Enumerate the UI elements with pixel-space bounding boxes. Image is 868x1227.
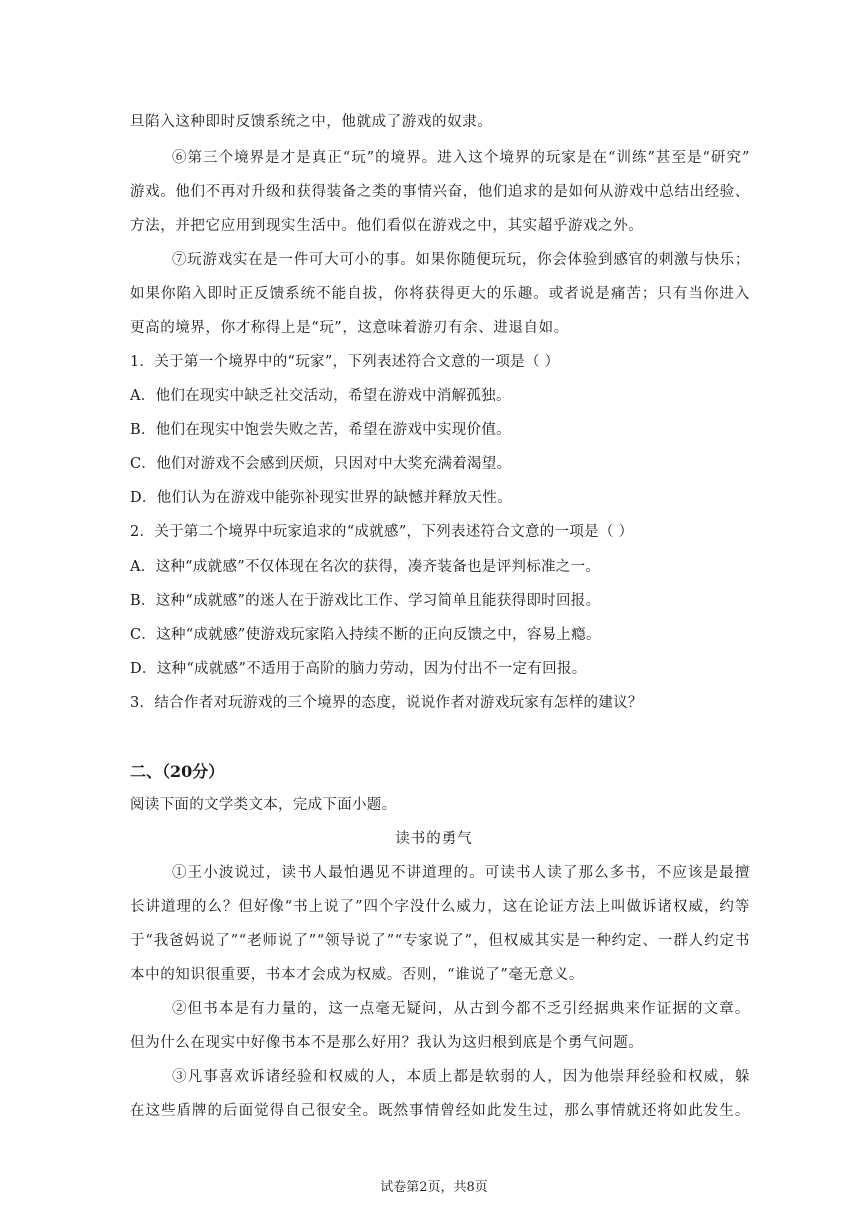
question-3: 3．结合作者对玩游戏的三个境界的态度，说说作者对游戏玩家有怎样的建议？ — [130, 695, 643, 711]
article-line: 但为什么在现实中好像书本不是那么好用？我认为这归根到底是个勇气问题。 — [130, 1035, 644, 1051]
question-1: 1．关于第一个境界中的“玩家”，下列表述符合文意的一项是（ ） — [130, 354, 560, 370]
passage-line: 旦陷入这种即时反馈系统之中，他就成了游戏的奴隶。 — [130, 114, 493, 130]
question-1-option-c: C．他们对游戏不会感到厌烦，只因对中大奖充满着渴望。 — [130, 456, 512, 472]
article-line: 本中的知识很重要，书本才会成为权威。否则，“谁说了”毫无意义。 — [130, 967, 584, 983]
passage-paragraph-6: ⑥第三个境界是才是真正“玩”的境界。进入这个境界的玩家是在“训练”甚至是“研究” — [172, 150, 750, 166]
question-1-option-a: A．他们在现实中缺乏社交活动，希望在游戏中消解孤独。 — [130, 388, 511, 404]
passage-line: 如果你陷入即时正反馈系统不能自拔，你将获得更大的乐趣。或者说是痛苦；只有当你进入 — [130, 286, 750, 302]
article-line: 于“我爸妈说了”“老师说了”“领导说了”“专家说了”，但权威其实是一种约定、一群人约定书 — [130, 933, 750, 949]
section-heading: 二、（20分） — [130, 762, 225, 781]
question-2-option-c: C．这种“成就感”使游戏玩家陷入持续不断的正向反馈之中，容易上瘾。 — [130, 627, 601, 643]
article-paragraph-3: ③凡事喜欢诉诸经验和权威的人，本质上都是软弱的人，因为他崇拜经验和权威，躲 — [172, 1069, 750, 1085]
passage-line: 更高的境界，你才称得上是“玩”，这意味着游刃有余、进退自如。 — [130, 320, 569, 336]
article-line: 在这些盾牌的后面觉得自己很安全。既然事情曾经如此发生过，那么事情就还将如此发生。 — [130, 1103, 750, 1119]
question-2-option-a: A．这种“成就感”不仅体现在名次的获得，凑齐装备也是评判标准之一。 — [130, 559, 601, 575]
question-2-option-b: B．这种“成就感”的迷人在于游戏比工作、学习简单且能获得即时回报。 — [130, 593, 601, 609]
question-1-option-b: B．他们在现实中饱尝失败之苦，希望在游戏中实现价值。 — [130, 422, 511, 438]
article-title: 读书的勇气 — [395, 831, 473, 847]
article-line: 长讲道理的么？但好像“书上说了”四个字没什么威力，这在论证方法上叫做诉诸权威，约等 — [130, 899, 750, 915]
passage-line: 游戏。他们不再对升级和获得装备之类的事情兴奋，他们追求的是如何从游戏中总结出经验、 — [130, 184, 750, 200]
question-2-option-d: D．这种“成就感”不适用于高阶的脑力劳动，因为付出不一定有回报。 — [130, 661, 587, 677]
passage-line: 方法，并把它应用到现实生活中。他们看似在游戏之中，其实超乎游戏之外。 — [130, 218, 644, 234]
question-1-option-d: D．他们认为在游戏中能弥补现实世界的缺憾并释放天性。 — [130, 490, 512, 506]
article-paragraph-1: ①王小波说过，读书人最怕遇见不讲道理的。可读书人读了那么多书，不应该是最擅 — [172, 865, 750, 881]
passage-paragraph-7: ⑦玩游戏实在是一件可大可小的事。如果你随便玩玩，你会体验到感官的刺激与快乐； — [172, 252, 750, 268]
page-footer: 试卷第2页，共8页 — [380, 1180, 488, 1195]
article-paragraph-2: ②但书本是有力量的，这一点毫无疑问，从古到今都不乏引经据典来作证据的文章。 — [172, 1001, 750, 1017]
question-2: 2．关于第二个境界中玩家追求的“成就感”，下列表述符合文意的一项是（ ） — [130, 524, 634, 540]
section-instruction: 阅读下面的文学类文本，完成下面小题。 — [130, 797, 397, 813]
